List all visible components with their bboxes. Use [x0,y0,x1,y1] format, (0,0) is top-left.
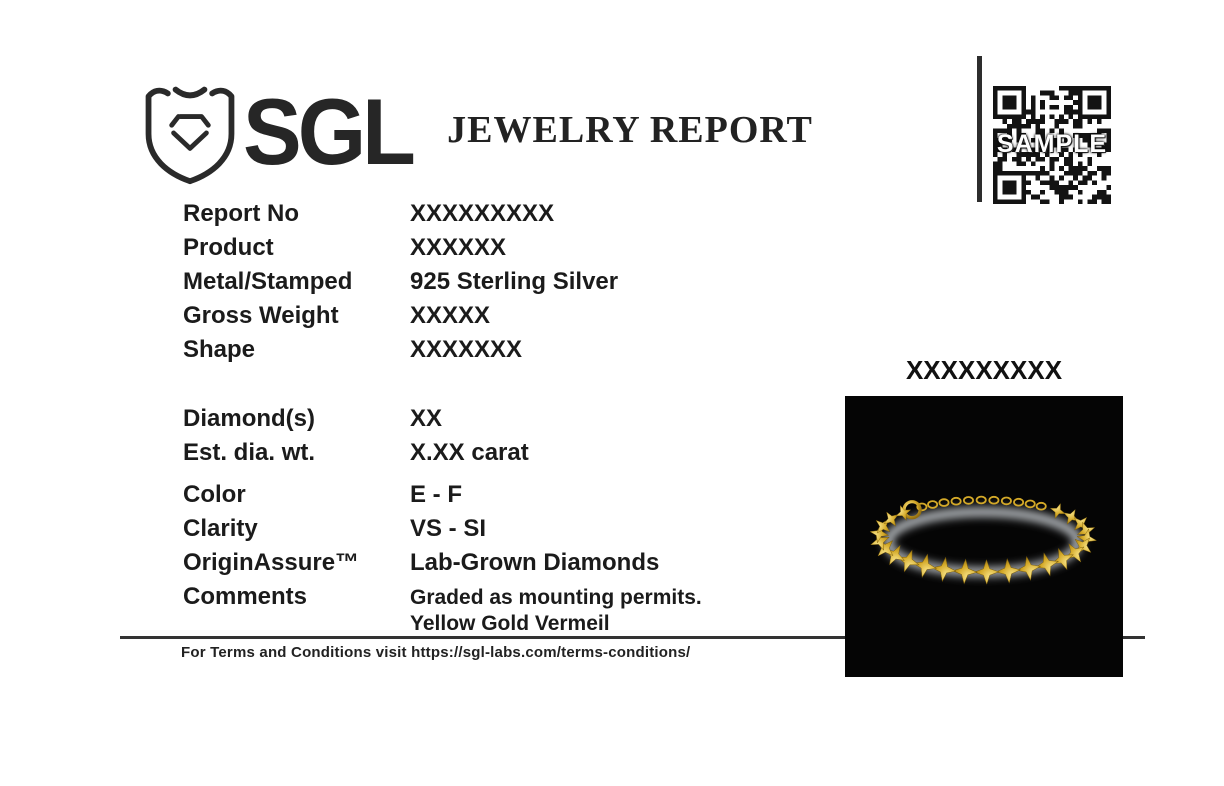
field-row [183,231,618,265]
field-label: Shape [183,336,256,363]
field-row [183,478,702,512]
field-label: Diamond(s) [183,405,315,432]
vertical-divider-bar [977,56,982,202]
field-label: Gross Weight [183,302,339,329]
field-row [183,197,618,231]
field-value: E - F [410,481,462,508]
field-value: Lab-Grown Diamonds [410,549,660,576]
gold-bracelet-image [845,396,1123,677]
sgl-logo [141,78,412,186]
terms-note: For Terms and Conditions visit https://sgl-labs.com/terms-conditions/ [181,644,691,661]
field-label: Color [183,481,246,508]
field-label: Product [183,234,274,261]
report-fields-primary [183,197,618,367]
field-value: XX [410,405,443,432]
field-label: Report No [183,200,299,227]
field-row [183,265,618,299]
field-value: Graded as mounting permits. Yellow Gold Vermeil [410,586,702,635]
field-row [183,333,618,367]
field-row [183,436,702,470]
brand-name: SGL [243,79,412,184]
field-label: OriginAssure™ [183,549,360,576]
field-value: XXXXX [410,302,491,329]
product-photo [845,396,1123,677]
field-row [183,580,702,637]
field-value: XXXXXXXXX [410,200,555,227]
field-value: X.XX carat [410,439,529,466]
field-label: Clarity [183,515,258,542]
field-row [183,546,702,580]
shield-diamond-icon [141,78,239,186]
field-value: XXXXXXX [410,336,523,363]
field-value: XXXXXX [410,234,507,261]
field-label: Metal/Stamped [183,268,353,295]
field-label: Est. dia. wt. [183,439,316,466]
sample-watermark: SAMPLE [996,130,1108,158]
field-row [183,299,618,333]
field-row [183,402,702,436]
field-row [183,512,702,546]
report-title: JEWELRY REPORT [447,109,813,151]
field-value: 925 Sterling Silver [410,268,619,295]
field-label: Comments [183,583,308,610]
product-image-caption: XXXXXXXXX [905,355,1063,385]
qr-code [992,86,1112,204]
field-value: VS - SI [410,515,487,542]
report-fields-diamond [183,402,702,637]
